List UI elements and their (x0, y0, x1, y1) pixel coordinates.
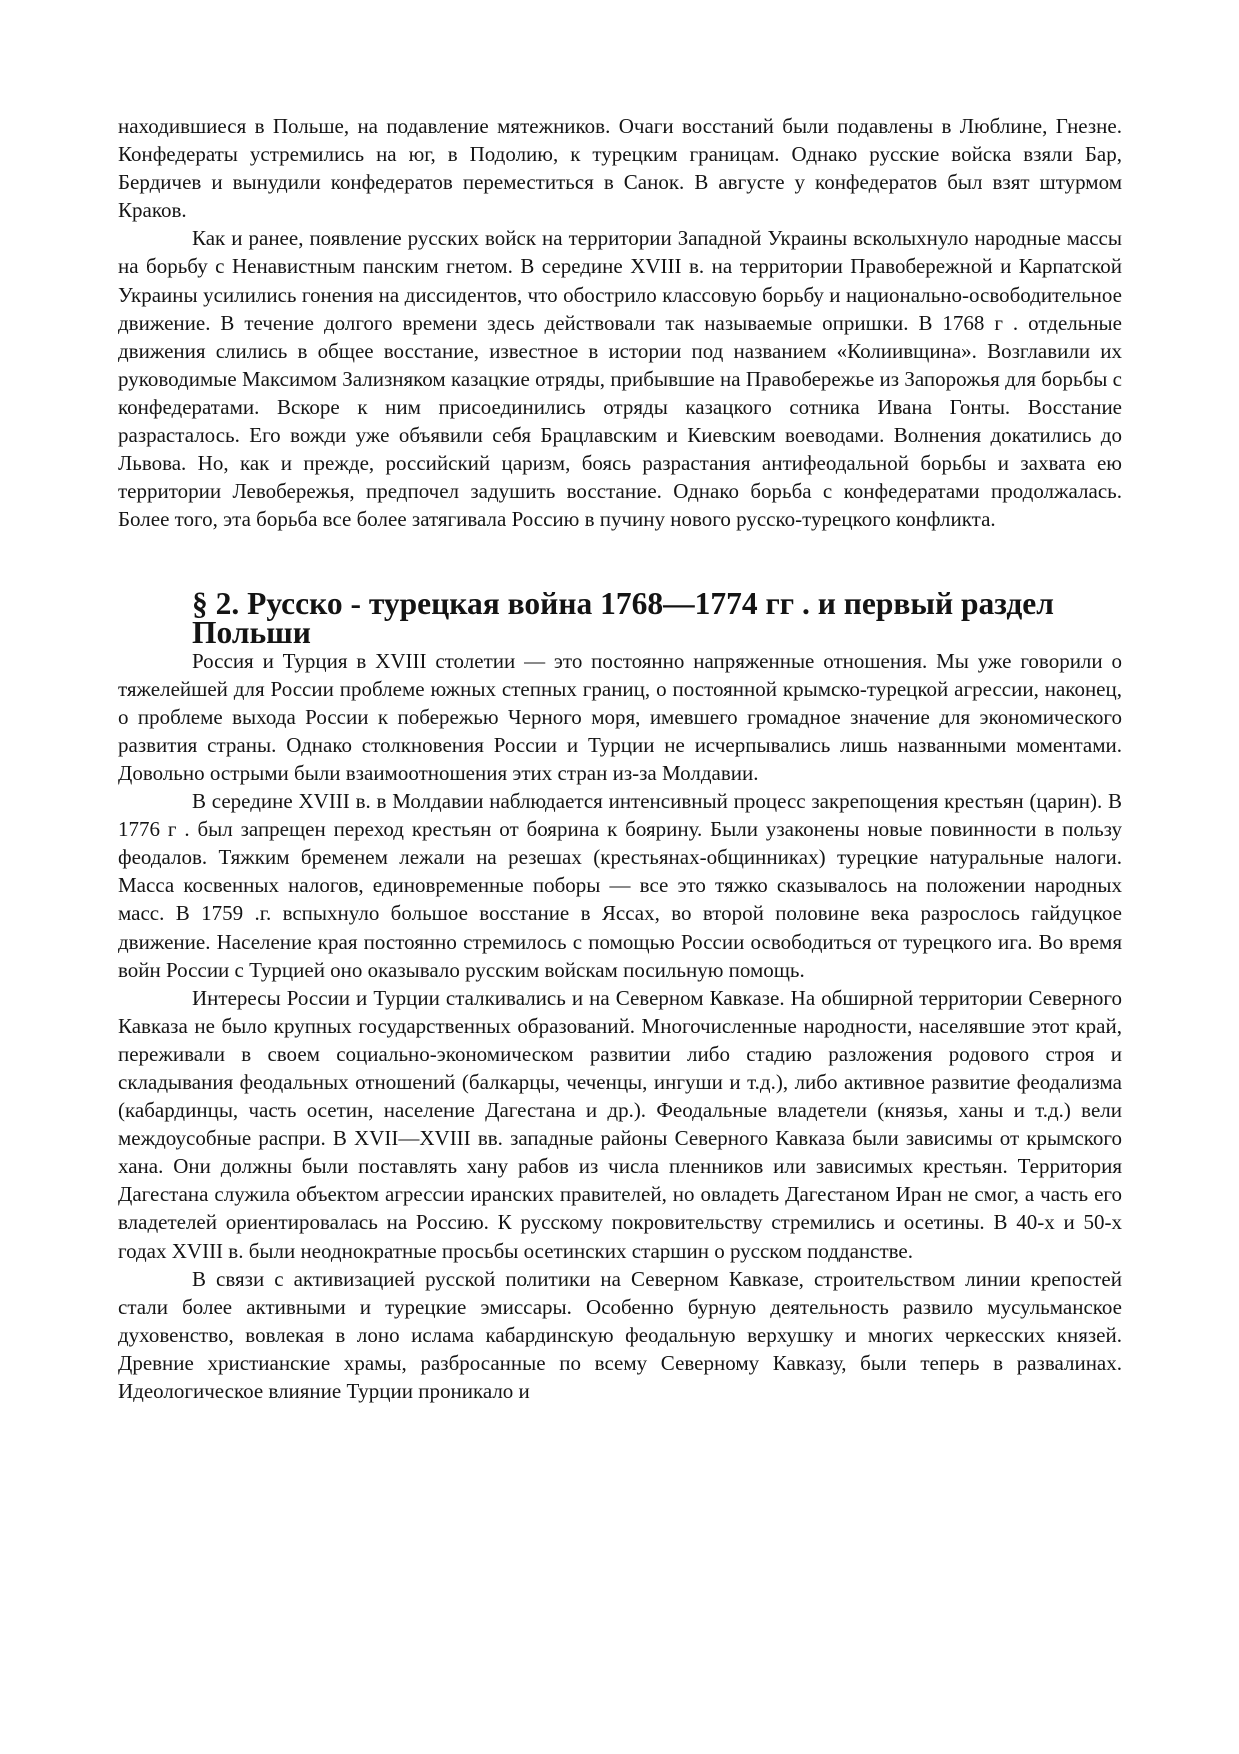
paragraph-north-caucasus: Интересы России и Турции сталкивались и на Северном Кавказе. На обширной территории Северного Кавказа не было крупных государственных образований. Многочисленные народности, населявшие этот край, переживали в своем социально-экономическом развитии либо стадию разложения родового строя и складывания феодальных отношений (балкарцы, чеченцы, ингуши и т.д.), либо активное развитие феодализма (кабардинцы, часть осетин, население Дагестана и др.). Феодальные владетели (князья, ханы и т.д.) вели междоусобные распри. В XVII—XVIII вв. западные районы Северного Кавказа были зависимы от крымского хана. Они должны были поставлять хану рабов из числа пленников или зависимых крестьян. Территория Дагестана служила объектом агрессии иранских правителей, но овладеть Дагестаном Иран не смог, а часть его владетелей ориентировалась на Россию. К русскому покровительству стремились и осетины. В 40-х и 50-х годах XVIII в. были неоднократные просьбы осетинских старшин о русском подданстве. (118, 985, 1122, 1263)
paragraph-confederates: находившиеся в Польше, на подавление мятежников. Очаги восстаний были подавлены в Люблине, Гнезне. Конфедераты устремились на юг, в Подолию, к турецким границам. Однако русские войска взяли Бар, Бердичев и вынудили конфедератов переместиться в Санок. В августе у конфедератов был взят штурмом Краков. (118, 114, 1122, 223)
paragraph-russia-turkey: Россия и Турция в XVIII столетии — это постоянно напряженные отношения. Мы уже говорили о тяжелейшей для России проблеме южных степных границ, о постоянной крымско-турецкой агрессии, наконец, о проблеме выхода России к побережью Черного моря, имевшего громадное значение для экономического развития страны. Однако столкновения России и Турции не исчерпывались лишь названными моментами. Довольно острыми были взаимоотношения этих стран из-за Молдавии. (118, 648, 1122, 785)
paragraph-turkish-emissaries: В связи с активизацией русской политики на Северном Кавказе, строительством линии крепостей стали более активными и турецкие эмиссары. Особенно бурную деятельность развило мусульманское духовенство, вовлекая в лоно ислама кабардинскую феодальную верхушку и многих черкесских князей. Древние христианские храмы, разбросанные по всему Северному Кавказу, были теперь в развалинах. Идеологическое влияние Турции проникало и (118, 1266, 1122, 1404)
section-gap (118, 533, 1122, 590)
paragraph-moldavia: В середине XVIII в. в Молдавии наблюдается интенсивный процесс закрепощения крестьян (царин). В 1776 г . был запрещен переход крестьян от боярина к боярину. Были узаконены новые повинности в пользу феодалов. Тяжким бременем лежали на резешах (крестьянах-общинниках) турецкие натуральные налоги. Масса косвенных налогов, единовременные поборы — все это тяжко сказывалось на положении народных масс. В 1759 .г. вспыхнуло большое восстание в Яссах, во второй половине века разрослось гайдуцкое движение. Население края постоянно стремилось с помощью России освободиться от турецкого ига. Во время войн России с Турцией оно оказывало русским войскам посильную помощь. (118, 789, 1122, 982)
document-page (118, 112, 1122, 1405)
section-heading: § 2. Русско - турецкая война 1768—1774 гг . и первый раздел Польши (192, 586, 1054, 650)
paragraph-koliivshchina: Как и ранее, появление русских войск на территории Западной Украины всколыхнуло народные массы на борьбу с Ненавистным панским гнетом. В середине XVIII в. на территории Правобережной и Карпатской Украины усилились гонения на диссидентов, что обострило классовую борьбу и национально-освободительное движение. В течение долгого времени здесь действовали так называемые опришки. В 1768 г . отдельные движения слились в общее восстание, известное в истории под названием «Колиивщина». Возглавили их руководимые Максимом Зализняком казацкие отряды, прибывшие на Правобережье из Запорожья для борьбы с конфедератами. Вскоре к ним присоединились отряды казацкого сотника Ивана Гонты. Восстание разрасталось. Его вожди уже объявили себя Брацлавским и Киевским воеводами. Волнения докатились до Львова. Но, как и прежде, российский царизм, боясь разрастания антифеодальной борьбы и захвата ею территории Левобережья, предпочел задушить восстание. Однако борьба с конфедератами продолжалась. Более того, эта борьба все более затягивала Россию в пучину нового русско-турецкого конфликта. (118, 226, 1122, 532)
